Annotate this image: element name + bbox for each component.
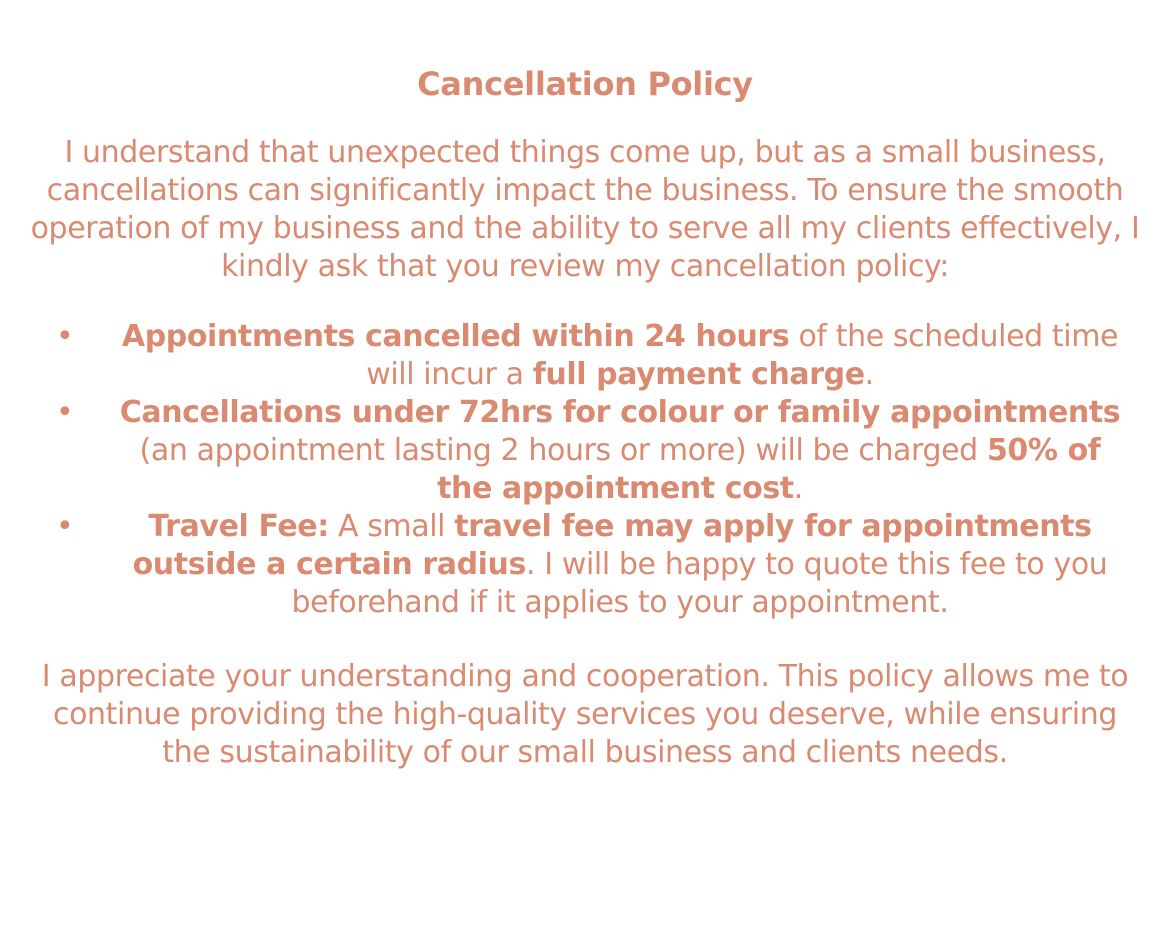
policy-item-24-hours: [56, 318, 1122, 394]
intro-paragraph: I understand that unexpected things come up, but as a small business, cancellations can significantly impact the business. To ensure the smooth operation of my business and the ability to serve all my clients effectively, I kindly ask that you review my cancellation policy:: [30, 135, 1140, 284]
policy-item-72-hours: [56, 394, 1122, 508]
policy-emphasis: 50% of the appointment cost: [437, 433, 1101, 506]
policy-text: .: [793, 471, 803, 506]
policy-text: (an appointment lasting 2 hours or more) will be charged: [139, 433, 987, 468]
policy-emphasis: Travel Fee:: [148, 509, 329, 544]
policy-emphasis: travel fee may apply for appointments outside a certain radius: [132, 509, 1092, 582]
closing-paragraph: I appreciate your understanding and cooperation. This policy allows me to continue providing the high-quality services you deserve, while ensuring the sustainability of our small business and clients needs.: [41, 659, 1129, 770]
policy-emphasis: Cancellations under 72hrs for colour or family appointments: [119, 395, 1121, 430]
bullet-icon: •: [56, 395, 74, 430]
policy-item-travel-fee: [56, 508, 1122, 622]
policy-text: of the scheduled time will incur a: [366, 319, 1119, 392]
policy-text: A small: [328, 509, 455, 544]
policy-text: . I will be happy to quote this fee to you beforehand if it applies to your appointment.: [291, 547, 1108, 620]
policy-text: .: [864, 357, 874, 392]
bullet-icon: •: [56, 319, 74, 354]
bullet-icon: •: [56, 509, 74, 544]
page-title: Cancellation Policy: [417, 65, 753, 103]
policy-emphasis: Appointments cancelled within 24 hours: [121, 319, 790, 354]
policy-list: [28, 318, 1142, 622]
policy-emphasis: full payment charge: [532, 357, 865, 392]
